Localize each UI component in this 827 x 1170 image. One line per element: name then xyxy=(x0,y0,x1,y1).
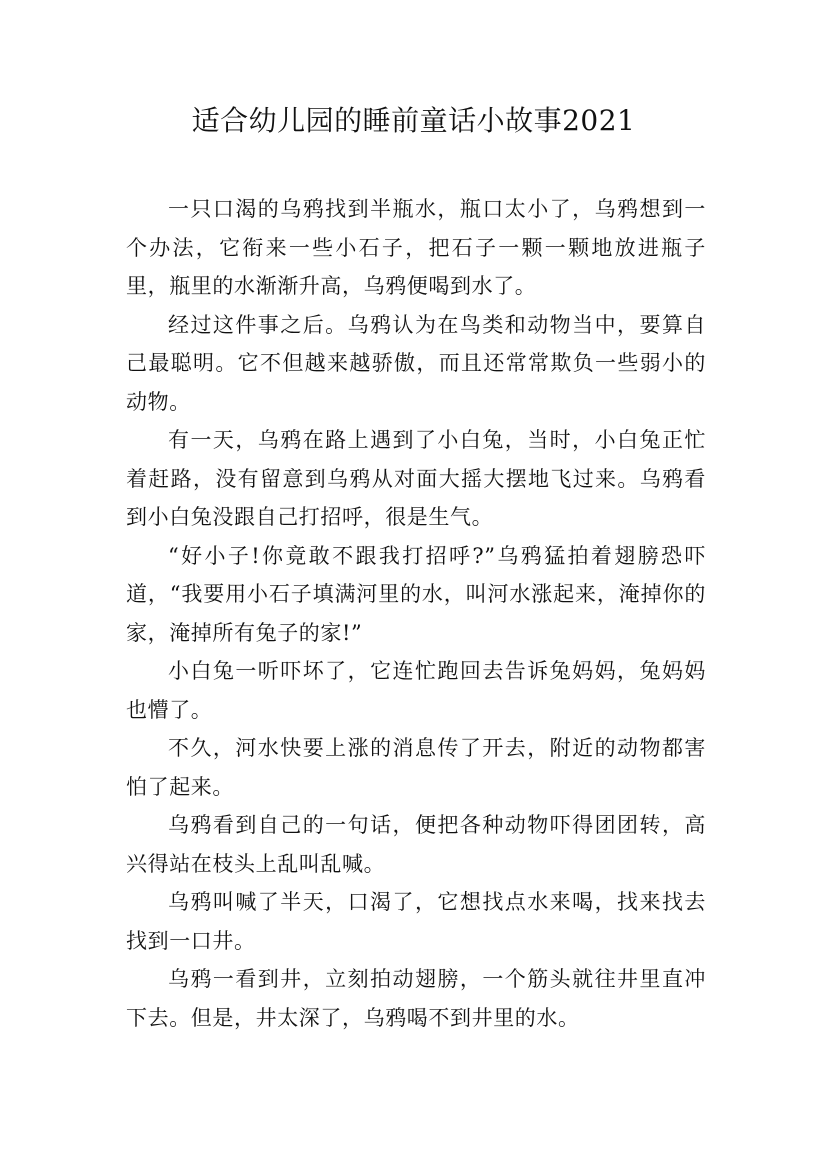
story-paragraph: “好小子!你竟敢不跟我打招呼?”乌鸦猛拍着翅膀恐吓道，“我要用小石子填满河里的水，叫河水涨起来，淹掉你的家，淹掉所有兔子的家!” xyxy=(126,543,706,645)
story-paragraph: 乌鸦一看到井，立刻拍动翅膀，一个筋头就往井里直冲下去。但是，井太深了，乌鸦喝不到井里的水。 xyxy=(126,967,706,1030)
document-title: 适合幼儿园的睡前童话小故事2021 xyxy=(191,104,636,137)
story-paragraph: 经过这件事之后。乌鸦认为在鸟类和动物当中，要算自己最聪明。它不但越来越骄傲，而且还常常欺负一些弱小的动物。 xyxy=(126,312,706,414)
story-paragraph: 有一天，乌鸦在路上遇到了小白兔，当时，小白兔正忙着赶路，没有留意到乌鸦从对面大摇大摆地飞过来。乌鸦看到小白兔没跟自己打招呼，很是生气。 xyxy=(126,428,706,529)
story-paragraph: 小白兔一听吓坏了，它连忙跑回去告诉兔妈妈，兔妈妈也懵了。 xyxy=(126,659,706,722)
story-paragraph: 乌鸦看到自己的一句话，便把各种动物吓得团团转，高兴得站在枝头上乱叫乱喊。 xyxy=(126,813,706,876)
story-paragraph: 不久，河水快要上涨的消息传了开去，附近的动物都害怕了起来。 xyxy=(126,736,706,799)
story-paragraph: 一只口渴的乌鸦找到半瓶水，瓶口太小了，乌鸦想到一个办法，它衔来一些小石子，把石子一颗一颗地放进瓶子里，瓶里的水渐渐升高，乌鸦便喝到水了。 xyxy=(126,197,706,298)
story-body xyxy=(126,190,706,1037)
story-paragraph: 乌鸦叫喊了半天，口渴了，它想找点水来喝，找来找去找到一口井。 xyxy=(126,890,706,953)
